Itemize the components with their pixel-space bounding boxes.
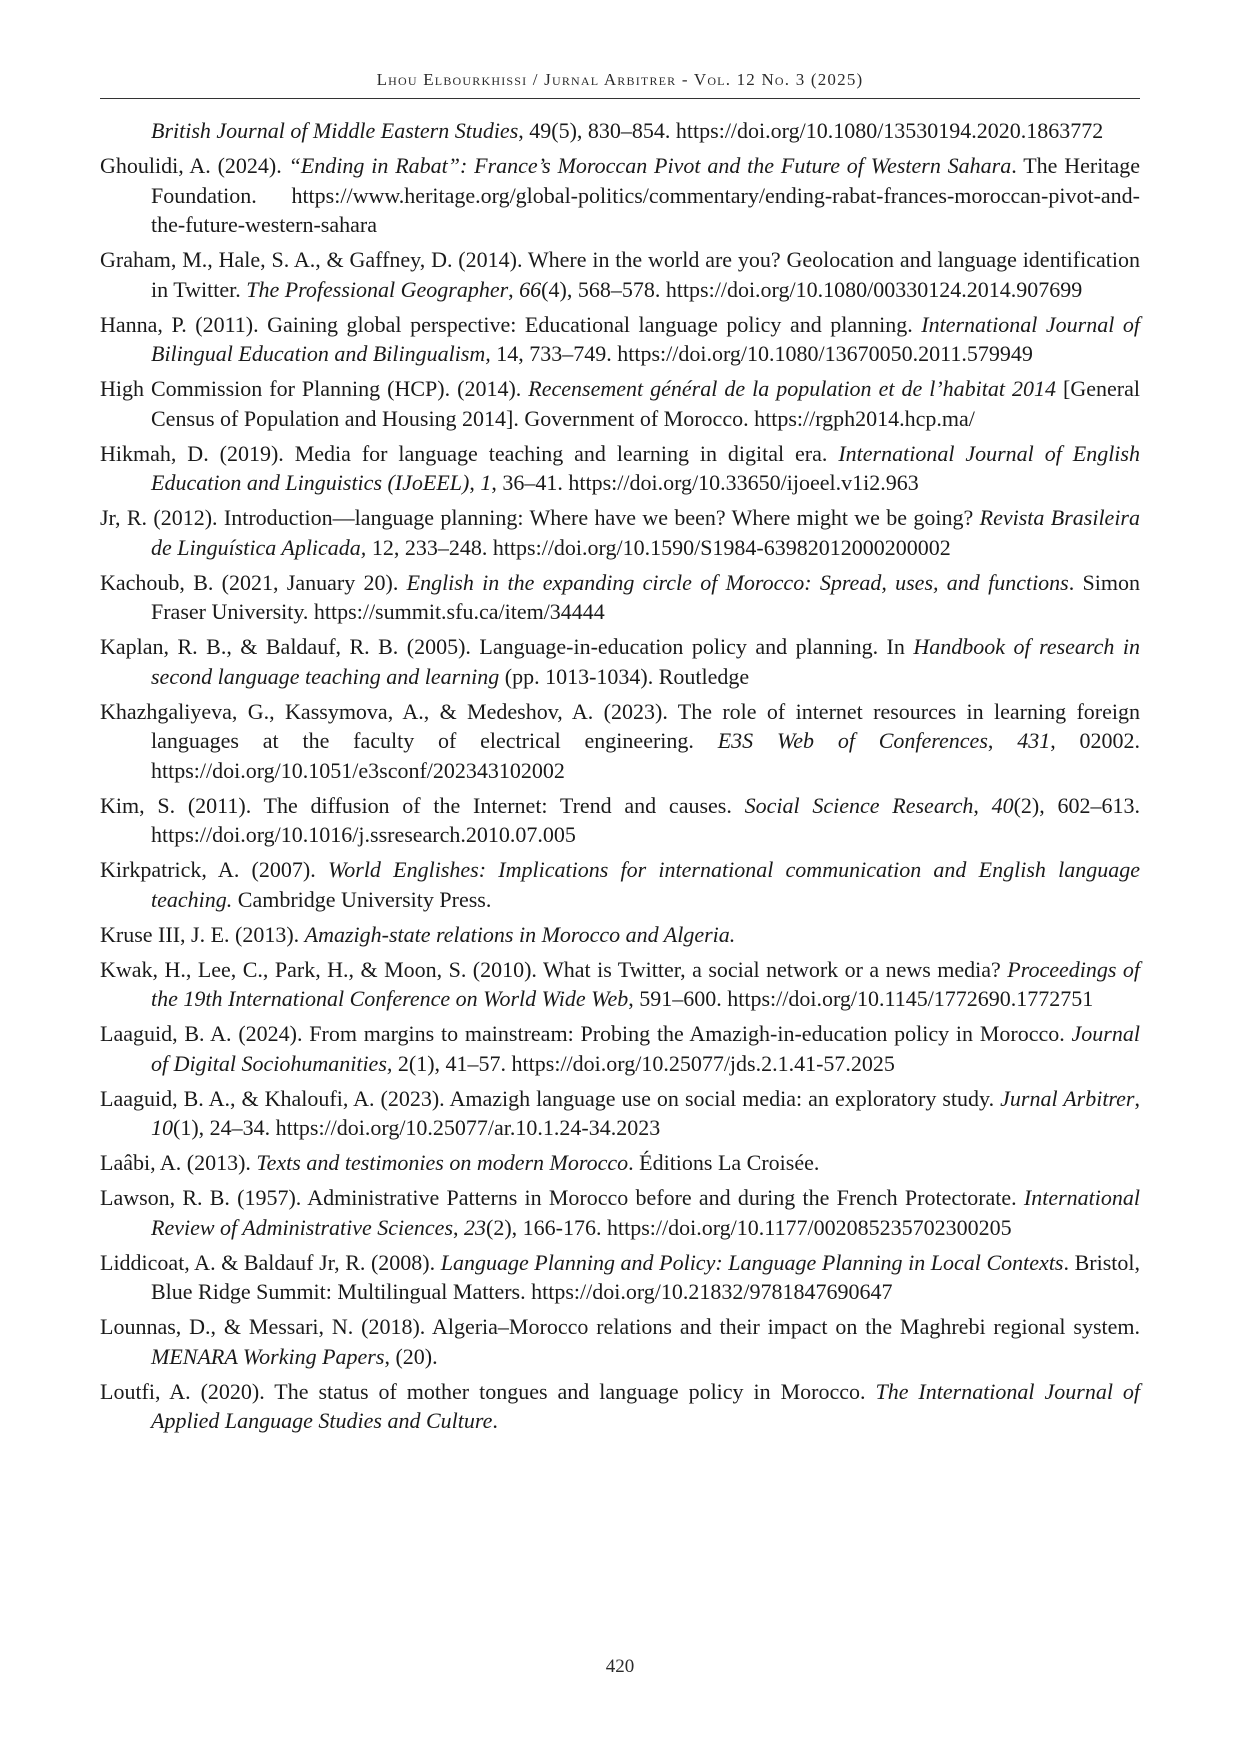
reference-italic-text: Journal of Digital Sociohumanities, xyxy=(151,1021,1140,1076)
reference-text: Kwak, H., Lee, C., Park, H., & Moon, S. (2010). What is Twitter, a social network or a news media? xyxy=(100,956,1008,982)
reference-entry xyxy=(100,1377,1140,1436)
reference-italic-text: Language Planning and Policy: Language Planning in Local Contexts xyxy=(440,1249,1064,1275)
reference-text: Khazhgaliyeva, G., Kassymova, A., & Medeshov, A. (2023). The role of internet resources in learning foreign languages at the faculty of electrical engineering. xyxy=(100,698,1140,753)
reference-text: , xyxy=(1134,1085,1140,1111)
reference-text: Hanna, P. (2011). Gaining global perspective: Educational language policy and planning. xyxy=(100,311,922,337)
reference-italic-text: Jurnal Arbitrer xyxy=(1000,1085,1135,1111)
reference-entry xyxy=(100,1312,1140,1371)
reference-text: . Simon Fraser University. https://summit.sfu.ca/item/34444 xyxy=(151,569,1140,624)
reference-italic-text: Handbook of research in second language teaching and learning xyxy=(151,634,1140,689)
reference-list xyxy=(100,116,1140,1441)
reference-text: Cambridge University Press. xyxy=(232,886,492,912)
reference-text: Graham, M., Hale, S. A., & Gaffney, D. (2014). Where in the world are you? Geolocation and language identification in Twitter. xyxy=(100,247,1140,302)
reference-entry xyxy=(100,697,1140,786)
reference-italic-text: Recensement général de la population et de l’habitat 2014 xyxy=(528,376,1057,401)
reference-entry xyxy=(100,245,1140,304)
reference-italic-text: Amazigh-state relations in Morocco and Algeria. xyxy=(304,921,736,947)
reference-text: , 36–41. https://doi.org/10.33650/ijoeel.v1i2.963 xyxy=(491,470,919,495)
reference-text: Kirkpatrick, A. (2007). xyxy=(100,857,328,882)
reference-entry xyxy=(100,310,1140,369)
reference-text: , xyxy=(508,276,520,302)
reference-entry xyxy=(100,1183,1140,1242)
reference-text: Kachoub, B. (2021, January 20). xyxy=(100,569,407,595)
reference-italic-text: Proceedings of the 19th International Conference on World Wide Web xyxy=(151,956,1140,1011)
reference-italic-text: 431 xyxy=(1017,728,1051,753)
reference-text: , 49(5), 830–854. https://doi.org/10.1080/13530194.2020.1863772 xyxy=(518,118,1104,143)
reference-text: Hikmah, D. (2019). Media for language teaching and learning in digital era. xyxy=(100,440,839,466)
reference-italic-text: Social Science Research xyxy=(744,792,974,818)
reference-entry xyxy=(100,1019,1140,1078)
reference-text: , 02002. https://doi.org/10.1051/e3sconf/202343102002 xyxy=(151,728,1141,783)
reference-text: . The Heritage Foundation. https://www.heritage.org/global-politics/commentary/ending-rabat-frances-moroccan-pivot-and-the-future-western-sahara xyxy=(151,153,1140,237)
reference-entry xyxy=(100,568,1140,627)
reference-entry xyxy=(100,1084,1140,1143)
reference-text: Liddicoat, A. & Baldauf Jr, R. (2008). xyxy=(100,1249,441,1275)
reference-text: (2), 166-176. https://doi.org/10.1177/002085235702300205 xyxy=(486,1214,1012,1240)
reference-text: Kruse III, J. E. (2013). xyxy=(100,921,305,947)
reference-entry xyxy=(100,955,1140,1014)
reference-italic-text: E3S Web of Conferences xyxy=(717,728,988,753)
reference-text: . xyxy=(492,1408,498,1433)
reference-text: , xyxy=(973,792,992,818)
reference-italic-text: Texts and testimonies on modern Morocco xyxy=(256,1150,629,1175)
reference-text: , xyxy=(469,470,481,495)
reference-italic-text: Revista Brasileira de Linguística Aplicada, xyxy=(151,505,1140,560)
reference-italic-text: The International Journal of Applied Language Studies and Culture xyxy=(151,1378,1140,1433)
reference-italic-text: World Englishes: Implications for international communication and English language teaching. xyxy=(151,857,1141,912)
reference-italic-text: MENARA Working Papers xyxy=(151,1343,385,1369)
reference-text: Laâbi, A. (2013). xyxy=(100,1150,257,1175)
reference-italic-text: International Review of Administrative Sciences xyxy=(151,1185,1140,1240)
reference-text: , (20). xyxy=(384,1343,438,1369)
header-rule xyxy=(100,98,1140,99)
reference-entry xyxy=(100,116,1140,146)
reference-text: Laaguid, B. A., & Khaloufi, A. (2023). Amazigh language use on social media: an exploratory study. xyxy=(100,1085,1001,1111)
reference-italic-text: British Journal of Middle Eastern Studies xyxy=(151,118,519,143)
reference-entry xyxy=(100,151,1140,240)
reference-italic-text: 1 xyxy=(480,470,492,495)
reference-text: [General Census of Population and Housing 2014]. Government of Morocco. https://rgph2014.hcp.ma/ xyxy=(151,376,1140,431)
reference-italic-text: English in the expanding circle of Morocco: Spread, uses, and functions xyxy=(406,569,1069,595)
running-head: Lhou Elbourkhissi / Jurnal Arbitrer - Vol. 12 No. 3 (2025) xyxy=(376,70,864,89)
reference-entry xyxy=(100,632,1140,691)
reference-italic-text: International Journal of Bilingual Education and Bilingualism, xyxy=(151,311,1140,366)
reference-text: , 591–600. https://doi.org/10.1145/1772690.1772751 xyxy=(628,986,1094,1011)
reference-entry xyxy=(100,920,1140,950)
page-number: 420 xyxy=(605,1656,635,1677)
reference-text: 12, 233–248. https://doi.org/10.1590/S1984-63982012000200002 xyxy=(366,534,951,560)
reference-text: , xyxy=(987,728,1018,753)
reference-entry xyxy=(100,791,1140,850)
reference-text: Lawson, R. B. (1957). Administrative Patterns in Morocco before and during the French Protectorate. xyxy=(100,1185,1024,1210)
reference-text: Loutfi, A. (2020). The status of mother tongues and language policy in Morocco. xyxy=(100,1378,876,1404)
reference-entry xyxy=(100,855,1140,914)
reference-text: 2(1), 41–57. https://doi.org/10.25077/jds.2.1.41-57.2025 xyxy=(392,1050,895,1076)
reference-text: . Éditions La Croisée. xyxy=(628,1150,820,1175)
reference-entry xyxy=(100,1148,1140,1178)
reference-italic-text: 66 xyxy=(519,276,542,302)
reference-italic-text: The Professional Geographer xyxy=(246,276,509,302)
reference-italic-text: “Ending in Rabat”: France’s Moroccan Pivot and the Future of Western Sahara xyxy=(288,153,1012,178)
reference-text: 14, 733–749. https://doi.org/10.1080/13670050.2011.579949 xyxy=(490,341,1033,366)
reference-text: Lounnas, D., & Messari, N. (2018). Algeria–Morocco relations and their impact on the Maghrebi regional system. xyxy=(100,1314,1140,1339)
reference-text: High Commission for Planning (HCP). (2014). xyxy=(100,376,529,401)
reference-text: Laaguid, B. A. (2024). From margins to mainstream: Probing the Amazigh-in-education policy in Morocco. xyxy=(100,1021,1072,1046)
reference-text: Kaplan, R. B., & Baldauf, R. B. (2005). Language-in-education policy and planning. In xyxy=(100,634,914,659)
reference-italic-text: 10 xyxy=(151,1115,173,1140)
reference-text: (2), 602–613. https://doi.org/10.1016/j.ssresearch.2010.07.005 xyxy=(151,792,1141,847)
reference-text: (1), 24–34. https://doi.org/10.25077/ar.10.1.24-34.2023 xyxy=(173,1115,661,1140)
reference-entry xyxy=(100,1248,1140,1307)
reference-text: Jr, R. (2012). Introduction—language planning: Where have we been? Where might we be going? xyxy=(100,505,980,530)
reference-entry xyxy=(100,503,1140,562)
reference-italic-text: 40 xyxy=(991,792,1014,818)
reference-text: Ghoulidi, A. (2024). xyxy=(100,153,289,178)
reference-text: , xyxy=(453,1214,465,1240)
reference-text: (4), 568–578. https://doi.org/10.1080/00330124.2014.907699 xyxy=(541,276,1083,302)
reference-italic-text: 23 xyxy=(464,1214,487,1240)
reference-entry xyxy=(100,439,1140,498)
reference-text: . Bristol, Blue Ridge Summit: Multilingual Matters. https://doi.org/10.21832/9781847690647 xyxy=(151,1249,1140,1304)
reference-italic-text: International Journal of English Education and Linguistics (IJoEEL) xyxy=(151,440,1140,495)
reference-text: (pp. 1013-1034). Routledge xyxy=(499,663,750,689)
reference-text: Kim, S. (2011). The diffusion of the Internet: Trend and causes. xyxy=(100,792,745,818)
reference-entry xyxy=(100,374,1140,433)
